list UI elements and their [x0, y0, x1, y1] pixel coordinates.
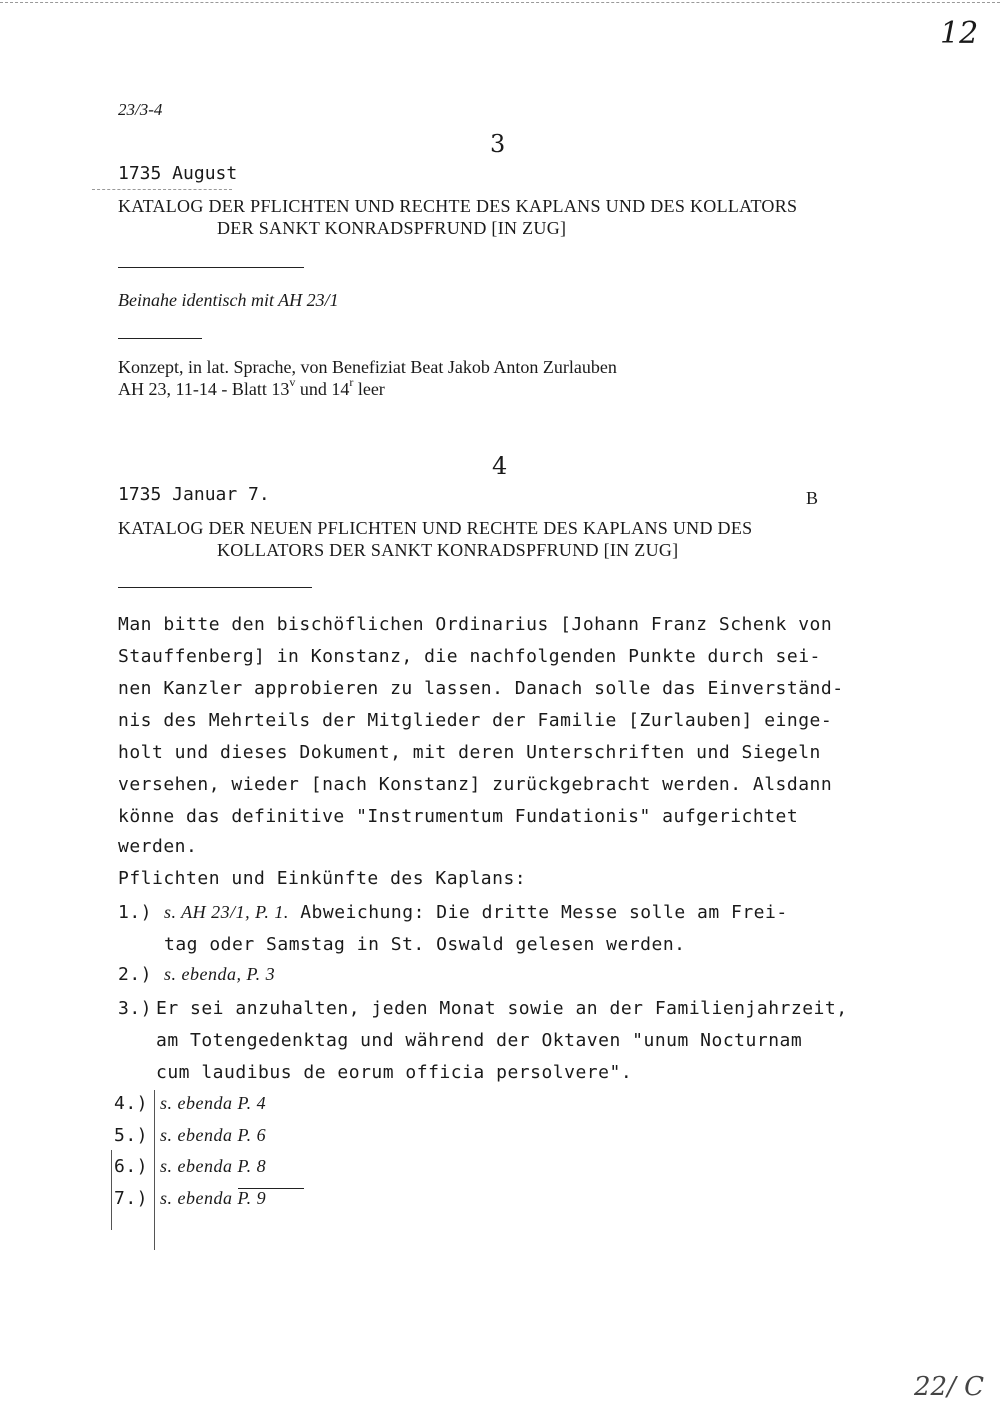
handwritten-page-number: 12: [940, 16, 979, 51]
paragraph-line: nen Kanzler approbieren zu lassen. Danach solle das Einverständ-: [118, 678, 844, 699]
document-title-line2: DER SANKT KONRADSPFRUND [IN ZUG]: [217, 218, 567, 238]
margin-line: [154, 1090, 155, 1250]
paragraph-line: nis des Mehrteils der Mitglieder der Familie [Zurlauben] einge-: [118, 710, 833, 731]
paragraph-line: Man bitte den bischöflichen Ordinarius [Johann Franz Schenk von: [118, 614, 833, 635]
divider: [92, 189, 232, 190]
paragraph-line: Stauffenberg] in Konstanz, die nachfolgenden Punkte durch sei-: [118, 646, 821, 667]
source-line2: AH 23, 11-14 - Blatt 13$^v$ und 14$^r$ leer: [118, 375, 385, 399]
document-title-line2: KOLLATORS DER SANKT KONRADSPFRUND [IN ZUG]: [217, 540, 679, 560]
list-item: 2.) s. ebenda, P. 3: [118, 964, 276, 985]
document-title-line1: KATALOG DER PFLICHTEN UND RECHTE DES KAPLANS UND DES KOLLATORS: [118, 196, 798, 216]
paragraph-line: holt und dieses Dokument, mit deren Unterschriften und Siegeln: [118, 742, 821, 763]
list-item: 6.) s. ebenda P. 8: [114, 1156, 267, 1177]
document-title-line1: KATALOG DER NEUEN PFLICHTEN UND RECHTE DES KAPLANS UND DES: [118, 518, 753, 538]
paragraph-line: könne das definitive "Instrumentum Fundationis" aufgerichtet: [118, 806, 799, 827]
list-item-continuation: cum laudibus de eorum officia persolvere".: [156, 1062, 633, 1083]
duties-heading: Pflichten und Einkünfte des Kaplans:: [118, 868, 527, 889]
source-line1: Konzept, in lat. Sprache, von Benefiziat Beat Jakob Anton Zurlauben: [118, 357, 617, 377]
overline-mark: [238, 1188, 304, 1189]
scan-edge-line: [0, 2, 1000, 3]
list-item-continuation: tag oder Samstag in St. Oswald gelesen werden.: [164, 934, 686, 955]
document-note: Beinahe identisch mit AH 23/1: [118, 290, 339, 310]
list-item-continuation: am Totengedenktag und während der Oktaven "unum Nocturnam: [156, 1030, 803, 1051]
document-date: 1735 August: [118, 163, 238, 184]
paragraph-line: versehen, wieder [nach Konstanz] zurückgebracht werden. Alsdann: [118, 774, 833, 795]
list-item: 3.) Er sei anzuhalten, jeden Monat sowie an der Familienjahrzeit,: [118, 998, 848, 1019]
list-item: 4.) s. ebenda P. 4: [114, 1093, 267, 1114]
paragraph-line: werden.: [118, 836, 198, 857]
list-item: 7.) s. ebenda P. 9: [114, 1188, 267, 1209]
document-number: 4: [492, 452, 508, 480]
document-number: 3: [490, 130, 506, 158]
version-letter: B: [806, 488, 819, 508]
list-item: 1.) s. AH 23/1, P. 1. Abweichung: Die dritte Messe solle am Frei-: [118, 902, 788, 923]
title-underline: [118, 587, 312, 588]
list-item: 5.) s. ebenda P. 6: [114, 1125, 267, 1146]
note-underline: [118, 338, 202, 339]
title-underline: [118, 267, 304, 268]
margin-line: [111, 1150, 112, 1230]
document-reference: 23/3-4: [118, 100, 163, 119]
handwritten-archive-mark: 22/ C: [914, 1372, 985, 1402]
document-date: 1735 Januar 7.: [118, 484, 270, 505]
